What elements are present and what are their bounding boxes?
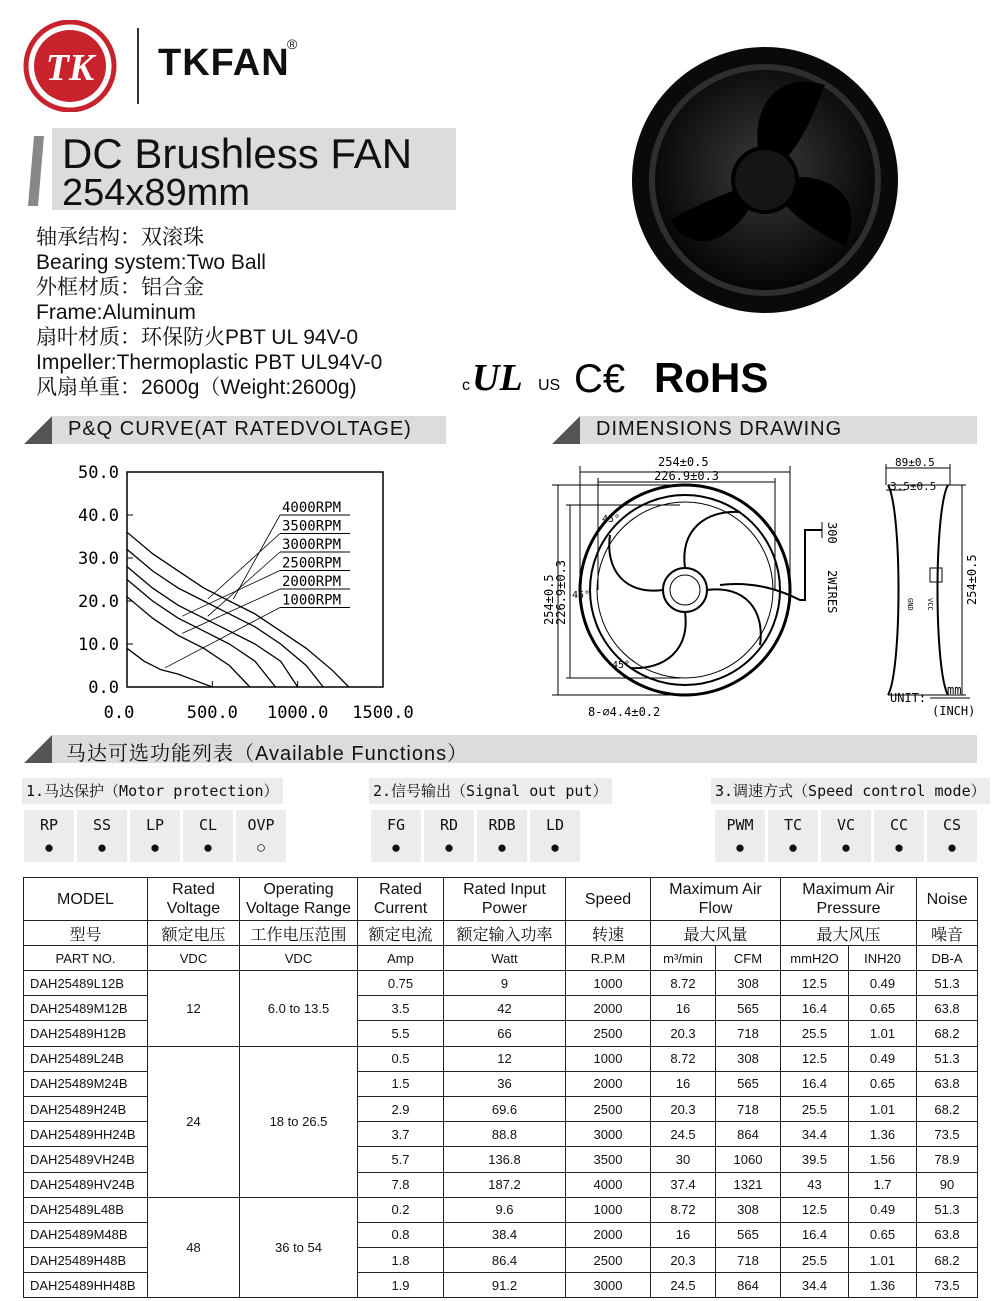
function-code: RDB xyxy=(488,816,516,834)
table-header-row xyxy=(24,921,978,946)
function-code: RD xyxy=(439,816,459,834)
table-cell: 34.4 xyxy=(781,1122,849,1147)
column-header: Rated Input Power xyxy=(444,878,566,921)
table-cell: 3500 xyxy=(566,1147,651,1172)
table-cell: 2500 xyxy=(566,1248,651,1273)
table-cell: 63.8 xyxy=(917,1071,978,1096)
spec-line: 风扇单重：2600g（Weight:2600g) xyxy=(36,376,357,399)
table-row xyxy=(24,971,978,996)
table-cell: 25.5 xyxy=(781,1021,849,1046)
function-availability-mark: ● xyxy=(202,838,214,857)
unit-header: VDC xyxy=(148,946,240,971)
table-cell: 20.3 xyxy=(651,1096,716,1121)
unit-header: mmH2O xyxy=(781,946,849,971)
function-code: PWM xyxy=(726,816,754,834)
function-group-label: 3.调速方式（Speed control mode） xyxy=(711,778,990,804)
table-cell: 66 xyxy=(444,1021,566,1046)
pq-series-label: 2500RPM xyxy=(282,555,342,572)
rated-voltage: 12 xyxy=(148,971,240,1047)
dim-angle: 45° xyxy=(572,590,591,601)
table-row xyxy=(24,1197,978,1222)
function-availability-mark: ● xyxy=(96,838,108,857)
table-cell: 0.5 xyxy=(358,1046,444,1071)
table-cell: 16 xyxy=(651,1222,716,1247)
table-cell: 1.7 xyxy=(849,1172,917,1197)
table-cell: 9 xyxy=(444,971,566,996)
function-cell xyxy=(821,810,871,862)
pq-series-label: 2000RPM xyxy=(282,574,342,590)
dim-wires: 2WIRES xyxy=(825,570,839,614)
certification-logos xyxy=(462,352,792,402)
part-number: DAH25489H12B xyxy=(24,1021,148,1046)
spec-line: 轴承结构：双滚珠 xyxy=(36,226,204,249)
function-cell xyxy=(236,810,286,862)
part-number: DAH25489L48B xyxy=(24,1197,148,1222)
function-cell xyxy=(477,810,527,862)
table-cell: 864 xyxy=(716,1273,781,1298)
dim-inner-height: 226.9±0.3 xyxy=(554,559,568,625)
function-code: FG xyxy=(386,816,406,834)
pq-series-line xyxy=(127,648,212,687)
table-cell: 1000 xyxy=(566,1197,651,1222)
table-cell: 24.5 xyxy=(651,1273,716,1298)
table-cell: 1000 xyxy=(566,1046,651,1071)
table-cell: 1.01 xyxy=(849,1096,917,1121)
dim-angle: 45° xyxy=(602,514,621,525)
product-title: DC Brushless FAN xyxy=(62,130,413,177)
spec-line: Frame:Aluminum xyxy=(36,301,196,324)
rohs-mark: RoHS xyxy=(654,354,769,401)
unit-header: Watt xyxy=(444,946,566,971)
table-cell: 51.3 xyxy=(917,1046,978,1071)
function-availability-mark: ● xyxy=(443,838,455,857)
table-cell: 1.9 xyxy=(358,1273,444,1298)
x-tick-label: 0.0 xyxy=(103,703,135,723)
unit-header: INH20 xyxy=(849,946,917,971)
column-header-cn: 转速 xyxy=(566,921,651,946)
table-cell: 1.8 xyxy=(358,1248,444,1273)
table-cell: 12.5 xyxy=(781,971,849,996)
table-cell: 0.65 xyxy=(849,1071,917,1096)
table-cell: 68.2 xyxy=(917,1021,978,1046)
table-cell: 63.8 xyxy=(917,996,978,1021)
product-size: 254x89mm xyxy=(62,172,250,214)
y-tick-label: 0.0 xyxy=(88,678,119,698)
table-cell: 16.4 xyxy=(781,1071,849,1096)
table-cell: 1.01 xyxy=(849,1248,917,1273)
unit-header: m³/min xyxy=(651,946,716,971)
dimensions-drawing xyxy=(530,450,990,725)
vcc-label: VCC xyxy=(926,598,934,611)
part-number: DAH25489VH24B xyxy=(24,1147,148,1172)
function-availability-mark: ● xyxy=(893,838,905,857)
voltage-range: 18 to 26.5 xyxy=(240,1046,358,1197)
table-cell: 3000 xyxy=(566,1122,651,1147)
table-cell: 69.6 xyxy=(444,1096,566,1121)
table-cell: 51.3 xyxy=(917,1197,978,1222)
dim-depth: 89±0.5 xyxy=(895,456,935,469)
table-cell: 0.75 xyxy=(358,971,444,996)
unit-header: DB-A xyxy=(917,946,978,971)
function-availability-mark: ● xyxy=(496,838,508,857)
column-header-cn: 最大风压 xyxy=(781,921,917,946)
dim-outer-diameter: 254±0.5 xyxy=(658,455,709,469)
table-cell: 20.3 xyxy=(651,1021,716,1046)
logo-monogram: TK xyxy=(45,47,95,89)
function-cell xyxy=(768,810,818,862)
table-cell: 2500 xyxy=(566,1096,651,1121)
brand-name: TKFAN xyxy=(158,42,290,84)
table-cell: 73.5 xyxy=(917,1122,978,1147)
x-tick-label: 1500.0 xyxy=(352,703,414,723)
pq-series-label: 1000RPM xyxy=(282,592,342,609)
table-cell: 20.3 xyxy=(651,1248,716,1273)
table-cell: 68.2 xyxy=(917,1096,978,1121)
table-cell: 12 xyxy=(444,1046,566,1071)
table-cell: 8.72 xyxy=(651,1197,716,1222)
unit-label: UNIT: xyxy=(890,691,927,705)
table-cell: 0.49 xyxy=(849,1197,917,1222)
table-cell: 39.5 xyxy=(781,1147,849,1172)
spec-line: Bearing system:Two Ball xyxy=(36,251,266,274)
table-unit-row xyxy=(24,946,978,971)
function-group-label: 2.信号输出（Signal out put） xyxy=(369,778,612,804)
pq-series-label: 3500RPM xyxy=(282,518,342,535)
table-cell: 5.7 xyxy=(358,1147,444,1172)
unit-header: R.P.M xyxy=(566,946,651,971)
table-cell: 91.2 xyxy=(444,1273,566,1298)
ce-mark-icon: C€ xyxy=(574,357,626,401)
function-cell xyxy=(715,810,765,862)
brand-divider xyxy=(137,28,139,104)
part-number: DAH25489M12B xyxy=(24,996,148,1021)
column-header: Rated Voltage xyxy=(148,878,240,921)
x-tick-label: 500.0 xyxy=(186,703,238,723)
table-cell: 12.5 xyxy=(781,1046,849,1071)
table-row xyxy=(24,1046,978,1071)
table-cell: 308 xyxy=(716,1046,781,1071)
column-header-cn: 噪音 xyxy=(917,921,978,946)
unit-mm: mm xyxy=(947,683,962,697)
function-cell xyxy=(371,810,421,862)
table-cell: 4000 xyxy=(566,1172,651,1197)
table-cell: 864 xyxy=(716,1122,781,1147)
part-number: DAH25489L24B xyxy=(24,1046,148,1071)
section-triangle-icon xyxy=(552,416,580,444)
x-tick-label: 1000.0 xyxy=(266,703,329,723)
column-header-cn: 额定输入功率 xyxy=(444,921,566,946)
table-cell: 0.49 xyxy=(849,971,917,996)
table-cell: 36 xyxy=(444,1071,566,1096)
unit-header: PART NO. xyxy=(24,946,148,971)
part-number: DAH25489H24B xyxy=(24,1096,148,1121)
table-cell: 1060 xyxy=(716,1147,781,1172)
table-cell: 16 xyxy=(651,1071,716,1096)
table-cell: 1321 xyxy=(716,1172,781,1197)
function-availability-mark: ● xyxy=(840,838,852,857)
function-group-label: 1.马达保护（Motor protection） xyxy=(22,778,283,804)
ul-c-mark: c xyxy=(462,377,470,394)
function-code: SS xyxy=(92,816,112,834)
column-header: Rated Current xyxy=(358,878,444,921)
table-cell: 43 xyxy=(781,1172,849,1197)
function-availability-mark: ● xyxy=(549,838,561,857)
table-cell: 2000 xyxy=(566,1222,651,1247)
table-cell: 1.36 xyxy=(849,1273,917,1298)
table-cell: 565 xyxy=(716,1071,781,1096)
function-cell xyxy=(24,810,74,862)
table-cell: 42 xyxy=(444,996,566,1021)
tkfan-logo xyxy=(22,20,118,112)
column-header: Maximum Air Flow xyxy=(651,878,781,921)
table-cell: 68.2 xyxy=(917,1248,978,1273)
table-cell: 25.5 xyxy=(781,1096,849,1121)
section-triangle-icon xyxy=(24,416,52,444)
function-code: VC xyxy=(836,816,856,834)
section-title-pq: P&Q CURVE(AT RATEDVOLTAGE) xyxy=(68,418,412,440)
table-cell: 187.2 xyxy=(444,1172,566,1197)
function-availability-mark: ● xyxy=(734,838,746,857)
function-code: OVP xyxy=(247,816,275,834)
column-header: Speed xyxy=(566,878,651,921)
pq-curve-chart xyxy=(60,455,440,730)
table-cell: 78.9 xyxy=(917,1147,978,1172)
part-number: DAH25489HV24B xyxy=(24,1172,148,1197)
spec-line: 外框材质：铝合金 xyxy=(36,276,204,299)
rated-voltage: 24 xyxy=(148,1046,240,1197)
table-cell: 2000 xyxy=(566,996,651,1021)
function-availability-mark: ● xyxy=(390,838,402,857)
function-code: LD xyxy=(545,816,565,834)
function-code: TC xyxy=(783,816,803,834)
function-availability-mark: ○ xyxy=(255,838,267,857)
function-availability-mark: ● xyxy=(946,838,958,857)
table-cell: 1.56 xyxy=(849,1147,917,1172)
table-cell: 12.5 xyxy=(781,1197,849,1222)
dim-wire-length: 300 xyxy=(825,522,839,544)
section-triangle-icon xyxy=(24,735,52,763)
part-number: DAH25489H48B xyxy=(24,1248,148,1273)
table-cell: 3.5 xyxy=(358,996,444,1021)
table-cell: 308 xyxy=(716,1197,781,1222)
table-cell: 34.4 xyxy=(781,1273,849,1298)
table-cell: 0.2 xyxy=(358,1197,444,1222)
spec-line: 扇叶材质：环保防火PBT UL 94V-0 xyxy=(36,326,359,349)
column-header: MODEL xyxy=(24,878,148,921)
unit-header: VDC xyxy=(240,946,358,971)
table-cell: 1000 xyxy=(566,971,651,996)
part-number: DAH25489HH48B xyxy=(24,1273,148,1298)
function-cell xyxy=(874,810,924,862)
function-code: CL xyxy=(198,816,218,834)
function-code: CC xyxy=(889,816,909,834)
function-code: CS xyxy=(942,816,962,834)
column-header: Noise xyxy=(917,878,978,921)
table-cell: 25.5 xyxy=(781,1248,849,1273)
pq-label-leader xyxy=(208,534,280,600)
column-header-cn: 额定电流 xyxy=(358,921,444,946)
table-cell: 3000 xyxy=(566,1273,651,1298)
function-code: LP xyxy=(145,816,165,834)
table-cell: 73.5 xyxy=(917,1273,978,1298)
table-cell: 718 xyxy=(716,1248,781,1273)
fan-product-image xyxy=(630,45,900,315)
column-header-cn: 型号 xyxy=(24,921,148,946)
dim-side-height: 254±0.5 xyxy=(965,554,979,605)
spec-table xyxy=(23,877,978,1298)
column-header-cn: 额定电压 xyxy=(148,921,240,946)
table-cell: 1.36 xyxy=(849,1122,917,1147)
spec-line: Impeller:Thermoplastic PBT UL94V-0 xyxy=(36,351,383,374)
table-cell: 24.5 xyxy=(651,1122,716,1147)
function-availability-mark: ● xyxy=(43,838,55,857)
table-cell: 136.8 xyxy=(444,1147,566,1172)
pq-series-line xyxy=(127,580,275,688)
function-cell xyxy=(927,810,977,862)
y-tick-label: 10.0 xyxy=(78,635,119,655)
function-cell xyxy=(130,810,180,862)
dim-flange: 3.5±0.5 xyxy=(890,480,937,493)
table-cell: 30 xyxy=(651,1147,716,1172)
table-cell: 86.4 xyxy=(444,1248,566,1273)
function-cell xyxy=(77,810,127,862)
column-header: Operating Voltage Range xyxy=(240,878,358,921)
table-cell: 8.72 xyxy=(651,971,716,996)
table-cell: 90 xyxy=(917,1172,978,1197)
table-cell: 2500 xyxy=(566,1021,651,1046)
column-header: Maximum Air Pressure xyxy=(781,878,917,921)
pq-series-line xyxy=(127,567,298,687)
part-number: DAH25489M24B xyxy=(24,1071,148,1096)
table-cell: 16 xyxy=(651,996,716,1021)
table-cell: 16.4 xyxy=(781,1222,849,1247)
table-cell: 565 xyxy=(716,996,781,1021)
table-cell: 308 xyxy=(716,971,781,996)
table-cell: 37.4 xyxy=(651,1172,716,1197)
function-code: RP xyxy=(39,816,59,834)
table-cell: 63.8 xyxy=(917,1222,978,1247)
dim-angle: 45° xyxy=(612,660,631,671)
dim-inner-diameter: 226.9±0.3 xyxy=(654,469,720,483)
table-cell: 565 xyxy=(716,1222,781,1247)
unit-inch: (INCH) xyxy=(932,704,976,718)
table-cell: 1.5 xyxy=(358,1071,444,1096)
table-cell: 51.3 xyxy=(917,971,978,996)
table-cell: 718 xyxy=(716,1096,781,1121)
section-title-functions: 马达可选功能列表（Available Functions） xyxy=(66,743,469,765)
column-header-cn: 工作电压范围 xyxy=(240,921,358,946)
rated-voltage: 48 xyxy=(148,1197,240,1298)
pq-series-label: 4000RPM xyxy=(282,500,342,516)
table-cell: 718 xyxy=(716,1021,781,1046)
voltage-range: 6.0 to 13.5 xyxy=(240,971,358,1047)
table-cell: 88.8 xyxy=(444,1122,566,1147)
column-header-cn: 最大风量 xyxy=(651,921,781,946)
table-cell: 38.4 xyxy=(444,1222,566,1247)
part-number: DAH25489L12B xyxy=(24,971,148,996)
y-tick-label: 50.0 xyxy=(78,463,119,483)
function-availability-mark: ● xyxy=(787,838,799,857)
section-title-dims: DIMENSIONS DRAWING xyxy=(596,418,843,440)
function-cell xyxy=(424,810,474,862)
pq-label-leader xyxy=(208,552,280,616)
table-cell: 8.72 xyxy=(651,1046,716,1071)
y-tick-label: 30.0 xyxy=(78,549,119,569)
function-cell xyxy=(530,810,580,862)
function-cell xyxy=(183,810,233,862)
dim-outer-height: 254±0.5 xyxy=(542,574,556,625)
unit-header: CFM xyxy=(716,946,781,971)
ul-icon: UL xyxy=(472,357,523,399)
y-tick-label: 40.0 xyxy=(78,506,119,526)
part-number: DAH25489M48B xyxy=(24,1222,148,1247)
pq-label-leader xyxy=(233,515,280,599)
table-cell: 5.5 xyxy=(358,1021,444,1046)
table-cell: 16.4 xyxy=(781,996,849,1021)
table-cell: 2.9 xyxy=(358,1096,444,1121)
unit-header: Amp xyxy=(358,946,444,971)
voltage-range: 36 to 54 xyxy=(240,1197,358,1298)
pq-series-label: 3000RPM xyxy=(282,537,342,553)
ul-us-mark: US xyxy=(538,377,561,394)
table-cell: 0.65 xyxy=(849,996,917,1021)
y-tick-label: 20.0 xyxy=(78,592,119,612)
function-availability-mark: ● xyxy=(149,838,161,857)
gnd-label: GND xyxy=(906,598,914,611)
title-accent-bar xyxy=(28,136,44,206)
table-cell: 2000 xyxy=(566,1071,651,1096)
table-cell: 3.7 xyxy=(358,1122,444,1147)
registered-mark: ® xyxy=(287,36,298,52)
table-cell: 0.65 xyxy=(849,1222,917,1247)
table-cell: 1.01 xyxy=(849,1021,917,1046)
table-cell: 9.6 xyxy=(444,1197,566,1222)
table-header-row xyxy=(24,878,978,921)
dim-mount-holes: 8-⌀4.4±0.2 xyxy=(588,705,661,719)
table-cell: 7.8 xyxy=(358,1172,444,1197)
table-cell: 0.49 xyxy=(849,1046,917,1071)
part-number: DAH25489HH24B xyxy=(24,1122,148,1147)
table-cell: 0.8 xyxy=(358,1222,444,1247)
